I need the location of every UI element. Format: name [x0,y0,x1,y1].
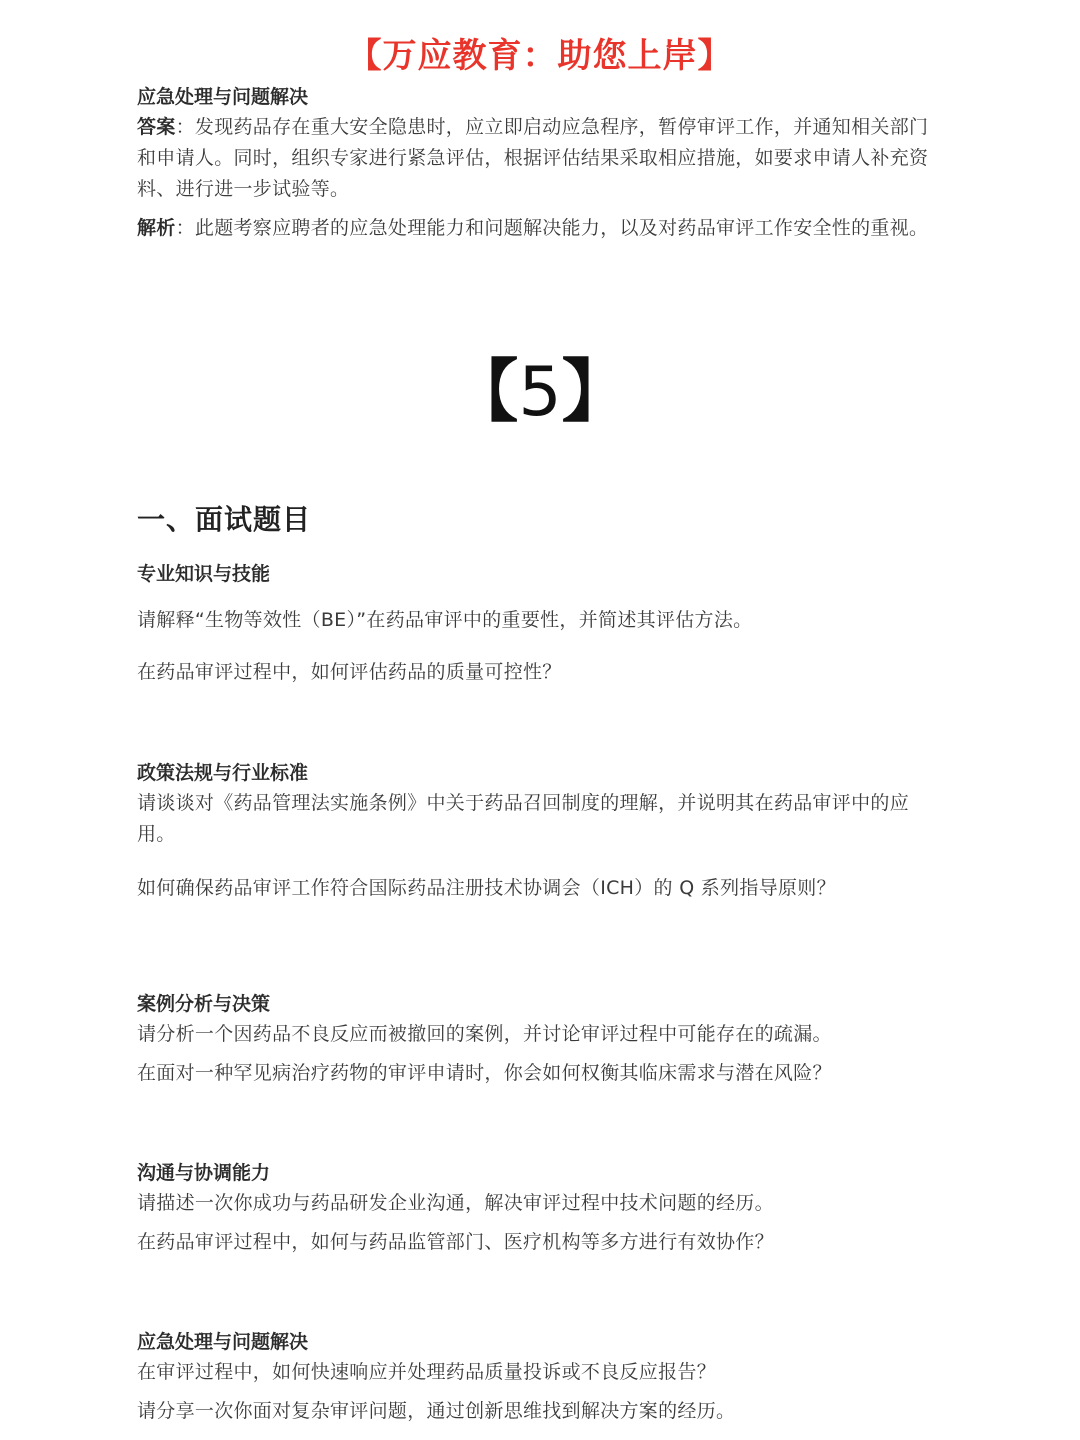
group-heading: 案例分析与决策 [137,993,271,1015]
answer-paragraph [137,112,947,205]
question-item: 请谈谈对《药品管理法实施条例》中关于药品召回制度的理解，并说明其在药品审评中的应用。 [137,792,910,845]
group-heading: 沟通与协调能力 [137,1162,271,1184]
group-policy-regulation [137,758,947,903]
top-answer-block [137,82,947,244]
question-item: 在药品审评过程中，如何评估药品的质量可控性？ [137,661,562,683]
question-item: 如何确保药品审评工作符合国际药品注册技术协调会（ICH）的 Q 系列指导原则？ [137,877,836,899]
answer-text: ：发现药品存在重大安全隐患时，应立即启动应急程序，暂停审评工作，并通知相关部门和申请人。同时，组织专家进行紧急评估，根据评估结果采取相应措施，如要求申请人补充资料、进行进一步试验等。 [137,116,929,200]
badge-close-bracket: 】 [561,353,630,432]
group-professional-knowledge [137,559,947,687]
question-item: 请解释“生物等效性（BE）”在药品审评中的重要性，并简述其评估方法。 [137,609,753,631]
group-case-analysis [137,989,947,1088]
badge-digit: 5 [518,353,562,432]
badge-open-bracket: 【 [450,353,519,432]
group-heading: 专业知识与技能 [137,563,271,585]
number-badge [0,348,1080,438]
analysis-text: ：此题考察应聘者的应急处理能力和问题解决能力，以及对药品审评工作安全性的重视。 [175,217,929,239]
question-item: 请描述一次你成功与药品研发企业沟通，解决审评过程中技术问题的经历。 [137,1192,774,1214]
question-item: 在药品审评过程中，如何与药品监管部门、医疗机构等多方进行有效协作？ [137,1231,774,1253]
group-emergency-handling [137,1327,947,1426]
section-title: 一、面试题目 [137,503,312,536]
group-heading: 政策法规与行业标准 [137,762,309,784]
question-item: 请分析一个因药品不良反应而被撤回的案例，并讨论审评过程中可能存在的疏漏。 [137,1023,832,1045]
analysis-paragraph [137,213,947,244]
answer-label: 答案 [137,116,176,138]
question-item: 在审评过程中，如何快速响应并处理药品质量投诉或不良反应报告？ [137,1361,717,1383]
analysis-label: 解析 [137,217,176,239]
page-title: 【万应教育：助您上岸】 [347,36,733,76]
group-communication [137,1158,947,1257]
group-heading: 应急处理与问题解决 [137,1331,309,1353]
top-heading: 应急处理与问题解决 [137,86,309,108]
question-item: 请分享一次你面对复杂审评问题，通过创新思维找到解决方案的经历。 [137,1400,736,1422]
question-item: 在面对一种罕见病治疗药物的审评申请时，你会如何权衡其临床需求与潜在风险？ [137,1062,832,1084]
